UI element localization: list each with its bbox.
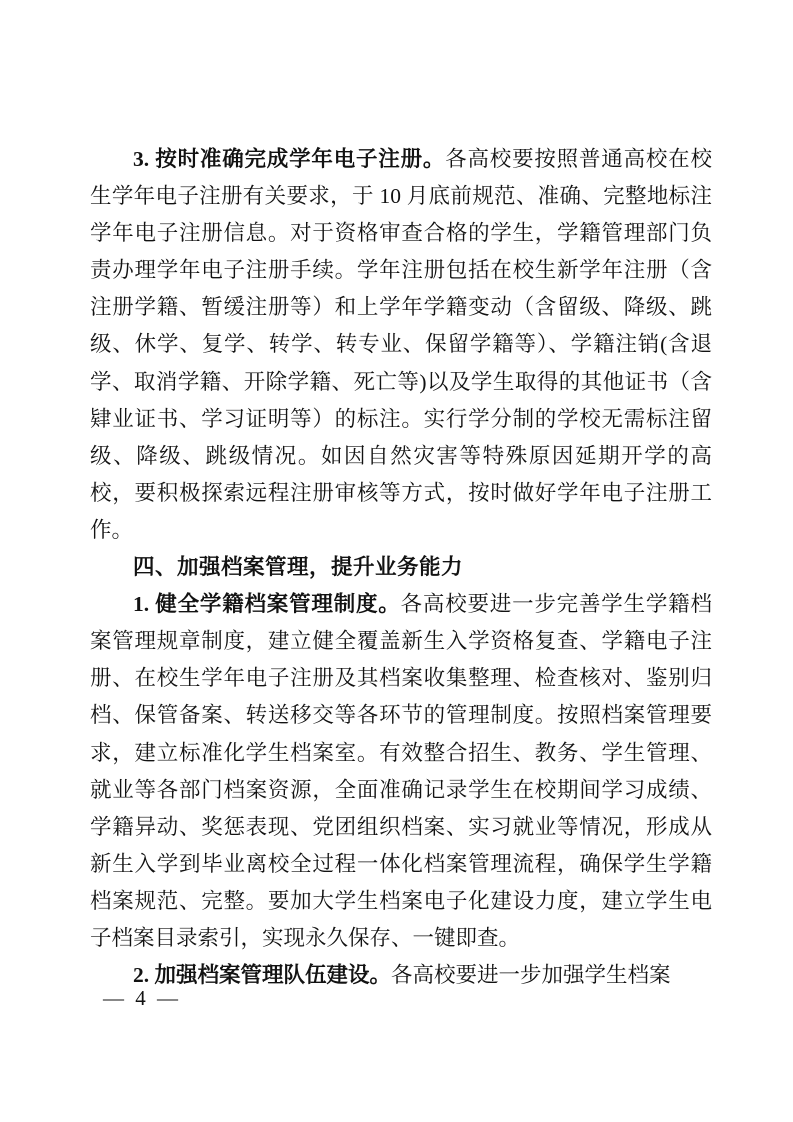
paragraph-annual-e-registration (90, 141, 712, 549)
paragraph-archive-team (90, 957, 712, 994)
paragraph-body-text: 各高校要进一步加强学生档案 (391, 963, 671, 988)
paragraph-body-text: 各高校要按照普通高校在校生学年电子注册有关要求，于 10 月底前规范、准确、完整地标注学年电子注册信息。对于资格审查合格的学生，学籍管理部门负责办理学年电子注册手续。学年注册包括在校生新学年注册（含注册学籍、暂缓注册等）和上学年学籍变动（含留级、降级、跳级、休学、复学、转学、转专业、保留学籍等）、学籍注销(含退学、取消学籍、开除学籍、死亡等)以及学生取得的其他证书（含肄业证书、学习证明等）的标注。实行学分制的学校无需标注留级、降级、跳级情况。如因自然灾害等特殊原因延期开学的高校，要积极探索远程注册审核等方式，按时做好学年电子注册工作。 (90, 147, 712, 542)
document-body (90, 141, 712, 994)
paragraph-lead-bold: 3. 按时准确完成学年电子注册。 (133, 147, 446, 171)
paragraph-body-text: 各高校要进一步完善学生学籍档案管理规章制度，建立健全覆盖新生入学资格复查、学籍电子注册、在校生学年电子注册及其档案收集整理、检查核对、鉴别归档、保管备案、转送移交等各环节的管理制度。按照档案管理要求，建立标准化学生档案室。有效整合招生、教务、学生管理、就业等各部门档案资源，全面准确记录学生在校期间学习成绩、学籍异动、奖惩表现、党团组织档案、实习就业等情况，形成从新生入学到毕业离校全过程一体化档案管理流程，确保学生学籍档案规范、完整。要加大学生档案电子化建设力度，建立学生电子档案目录索引，实现永久保存、一键即查。 (90, 592, 712, 950)
page-number: — 4 — (103, 986, 181, 1010)
section-heading: 四、加强档案管理，提升业务能力 (133, 555, 464, 580)
paragraph-archive-system (90, 586, 712, 957)
paragraph-lead-bold: 1. 健全学籍档案管理制度。 (133, 592, 401, 617)
paragraph-lead-bold: 2. 加强档案管理队伍建设。 (133, 963, 392, 988)
